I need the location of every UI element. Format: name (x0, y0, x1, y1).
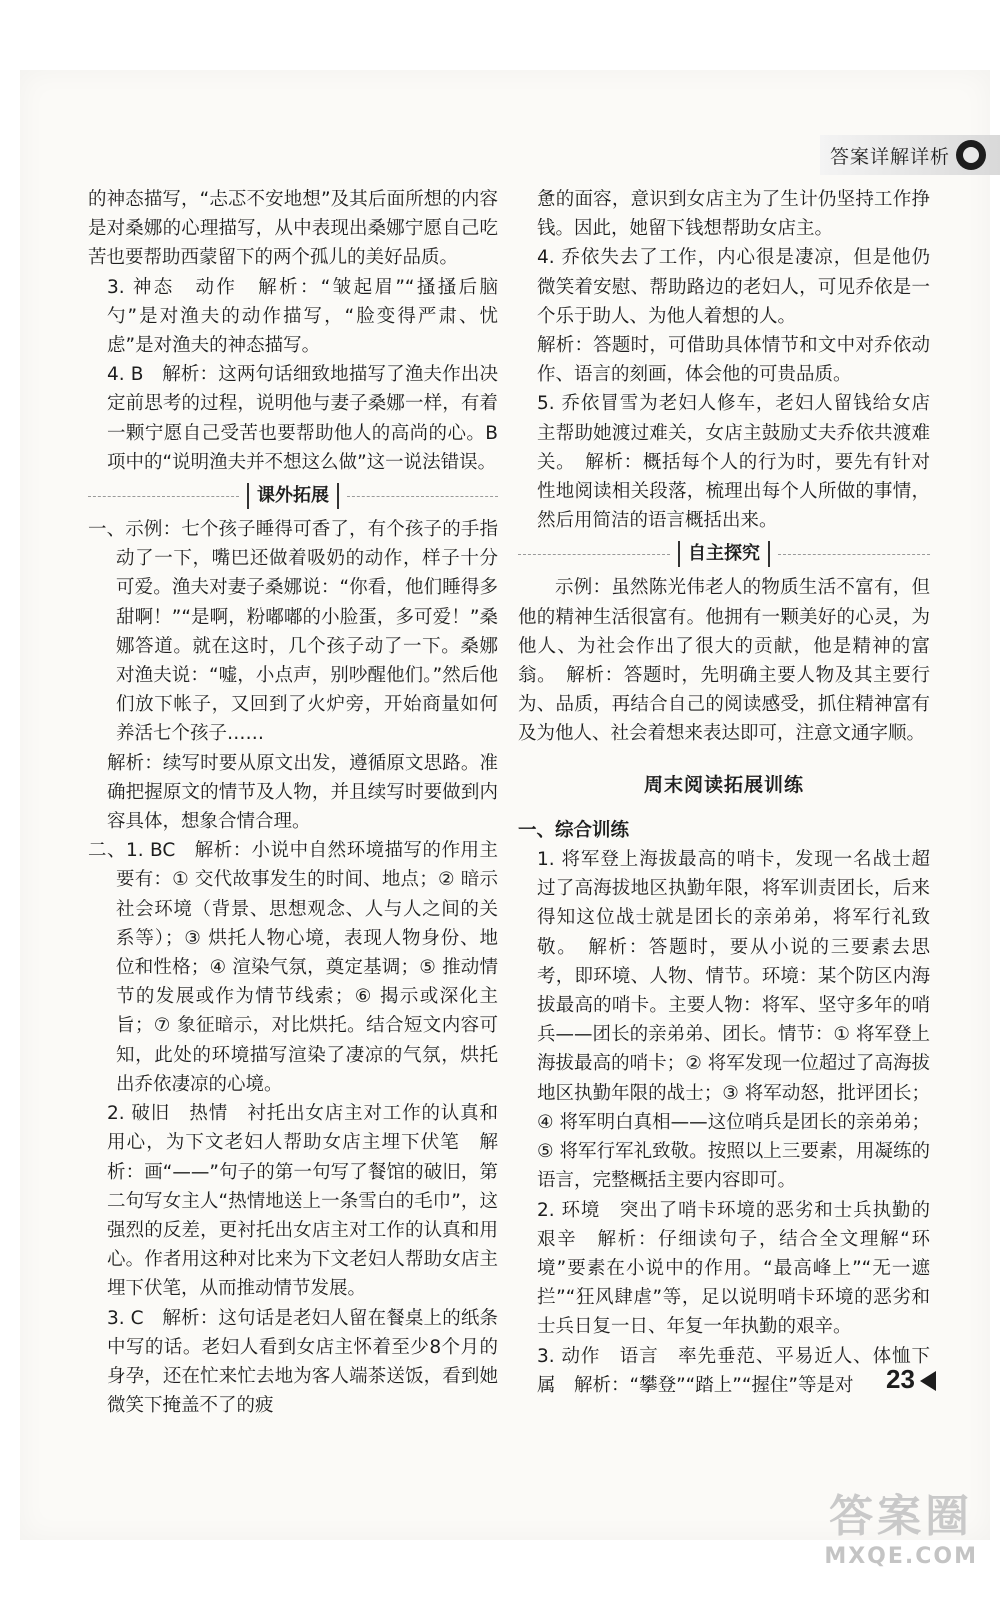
answer-item-5: 5. 乔依冒雪为老妇人修车，老妇人留钱给女店主帮助她渡过难关，女店主鼓励丈夫乔依共渡难关。 解析：概括每个人的行为时，要先有针对性地阅读相关段落，梳理出每个人所做的事情，然后用简洁的语言概括出来。 (537, 393, 930, 532)
training-item-2: 2. 环境 突出了哨卡环境的恶劣和士兵执勤的艰辛 解析：仔细读句子，结合全文理解“环境”要素在小说中的作用。“最高峰上”“无一遮拦”“狂风肆虐”等，足以说明哨卡环境的恶劣和士兵日复一日、年复一年执勤的艰辛。 (537, 1199, 930, 1338)
example-paragraph: 示例：虽然陈光伟老人的物质生活不富有，但他的精神生活很富有。他拥有一颗美好的心灵，为他人、为社会作出了很大的贡献，他是精神的富翁。 解析：答题时，先明确主要人物及其主要行为、品质，再结合自己的阅读感受，抓住精神富有及为他人、社会着想来表达即可，注意文通字顺。 (518, 577, 930, 745)
answer-item-3: 3. 神态 动作 解析：“皱起眉”“搔搔后脑勺”是对渔夫的动作描写，“脸变得严肃、忧虑”是对渔夫的神态描写。 (107, 276, 498, 357)
training-item-1: 1. 将军登上海拔最高的哨卡，发现一名战士超过了高海拔地区执勤年限，将军训责团长，后来得知这位战士就是团长的亲弟弟，将军行礼致敬。 解析：答题时，要从小说的三要素去思考，即环境、人物、情节。环境：某个防区内海拔最高的哨卡。主要人物：将军、坚守多年的哨兵——团长的亲弟弟、团长。情节：① 将军登上海拔最高的哨卡；② 将军发现一位超过了高海拔地区执勤年限的战士；③ 将军动怒，批评团长；④ 将军明白真相——这位哨兵是团长的亲弟弟；⑤ 将军行军礼致敬。按照以上三要素，用凝练的语言，完整概括主要内容即可。 (537, 849, 930, 1192)
left-column (88, 185, 498, 1420)
section-label-2: 自主探究 (678, 541, 770, 567)
answer-part-1: 一、示例：七个孩子睡得可香了，有个孩子的手指动了一下，嘴巴还做着吸奶的动作，样子十分可爱。渔夫对妻子桑娜说：“你看，他们睡得多甜啊！”“是啊，粉嘟嘟的小脸蛋，多可爱！”桑娜答道。就在这时，几个孩子动了一下。桑娜对渔夫说：“嘘，小点声，别吵醒他们。”然后他们放下帐子，又回到了火炉旁，开始商量如何养活七个孩子…… (88, 519, 498, 745)
watermark-logo-text: 答案圈 (829, 1491, 974, 1542)
training-item-3: 3. 动作 语言 率先垂范、平易近人、体恤下属 解析：“攀登”“踏上”“握住”等是对 (537, 1345, 930, 1396)
header-title: 答案详解详析 (829, 145, 950, 168)
section-heading-extension (88, 483, 498, 509)
answer-item-4b: 4. 乔依失去了工作，内心很是凄凉，但是他仍微笑着安慰、帮助路边的老妇人，可见乔依是一个乐于助人、为他人着想的人。 (537, 247, 930, 327)
answer-continuation: 惫的面容，意识到女店主为了生计仍坚持工作挣钱。因此，她留下钱想帮助女店主。 (537, 189, 930, 240)
watermark (824, 1480, 978, 1569)
right-column (518, 185, 930, 1400)
answer-part-2-item-1: 二、1. BC 解析：小说中自然环境描写的作用主要有：① 交代故事发生的时间、地点；② 暗示社会环境（背景、思想观念、人与人之间的关系等）；③ 烘托人物心境，表现人物身份、地位和性格；④ 渲染气氛，奠定基调；⑤ 推动情节的发展或作为情节线索；⑥ 揭示或深化主旨；⑦ 象征暗示，对比烘托。结合短文内容可知，此处的环境描写渲染了凄凉的气氛，烘托出乔依凄凉的心境。 (88, 840, 498, 1095)
answer-item-2: 2. 破旧 热情 衬托出女店主对工作的认真和用心，为下文老妇人帮助女店主埋下伏笔 解析：画“——”句子的第一句写了餐馆的破旧，第二句写女主人“热情地送上一条雪白的毛巾”，这强烈的反差，更衬托出女店主对工作的认真和用心。作者用这种对比来为下文老妇人帮助女店主埋下伏笔，从而推动情节发展。 (107, 1103, 498, 1300)
analysis-paragraph: 解析：续写时要从原文出发，遵循原文思路。准确把握原文的情节及人物，并且续写时要做到内容具体，想象合情合理。 (107, 752, 498, 833)
answer-item-3b: 3. C 解析：这句话是老妇人留在餐桌上的纸条中写的话。老妇人看到女店主怀着至少8个月的身孕，还在忙来忙去地为客人端茶送饭，看到她微笑下掩盖不了的疲 (107, 1307, 498, 1417)
weekend-section-title: 周末阅读拓展训练 (643, 773, 804, 796)
page-arrow-icon (920, 1371, 936, 1391)
category-heading: 一、综合训练 (518, 819, 630, 841)
section-label: 课外拓展 (247, 483, 339, 509)
answer-item-4: 4. B 解析：这两句话细致地描写了渔夫作出决定前思考的过程，说明他与妻子桑娜一样，有着一颗宁愿自己受苦也要帮助他人的高尚的心。B项中的“说明渔夫并不想这么做”这一说法错误。 (107, 364, 498, 473)
watermark-url: MXQE.COM (824, 1544, 978, 1569)
answer-paragraph: 的神态描写，“忐忑不安地想”及其后面所想的内容是对桑娜的心理描写，从中表现出桑娜宁愿自己吃苦也要帮助西蒙留下的两个孤儿的美好品质。 (88, 189, 498, 269)
section-heading-inquiry (518, 541, 930, 567)
page-header-tab (820, 135, 1000, 175)
header-logo-icon (956, 140, 986, 170)
analysis-paragraph-2: 解析：答题时，可借助具体情节和文中对乔依动作、语言的刻画，体会他的可贵品质。 (537, 335, 930, 386)
page-number: 23 (886, 1364, 915, 1394)
